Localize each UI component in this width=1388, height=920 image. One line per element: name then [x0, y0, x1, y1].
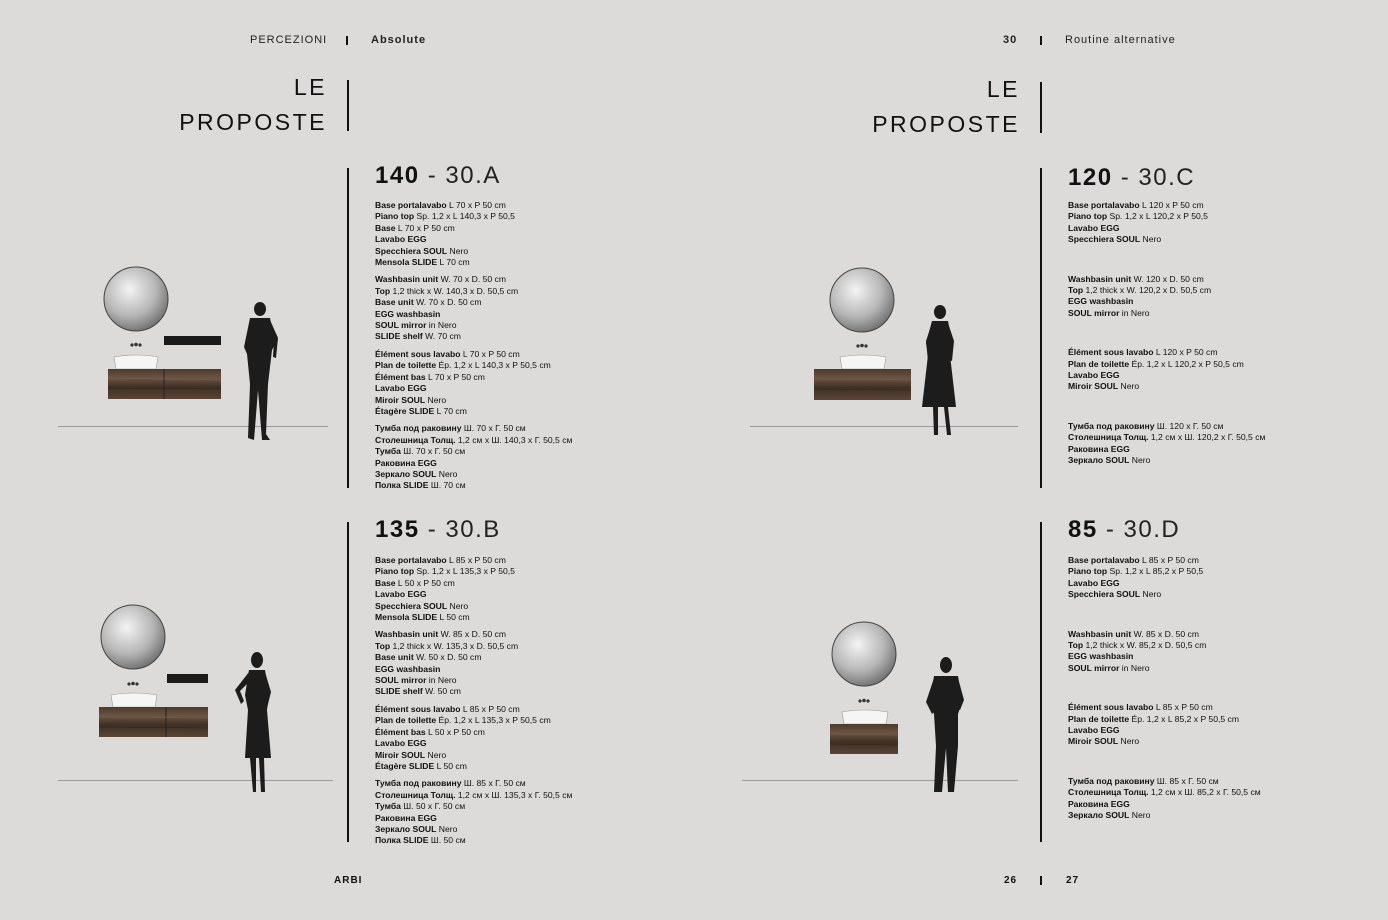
spec-line: Тумба под раковину Ш. 85 x Г. 50 см	[375, 778, 526, 789]
spec-line: Столешница Толщ. 1,2 см x Ш. 135,3 x Г. 50,5 см	[375, 789, 573, 800]
spec-line: Столешница Толщ. 1,2 см x Ш. 120,2 x Г. 50,5 см	[1068, 432, 1266, 443]
spec-group	[375, 349, 572, 417]
composition-illustration	[95, 600, 340, 800]
title-line: PROPOSTE	[872, 111, 1020, 137]
vanity-unit-icon	[99, 707, 208, 737]
spec-line: Miroir SOUL Nero	[375, 749, 447, 760]
spec-group	[375, 629, 572, 697]
spec-line: Столешница Толщ. 1,2 см x Ш. 85,2 x Г. 50,5 см	[1068, 787, 1261, 798]
spec-line: Specchiera SOUL Nero	[375, 245, 469, 256]
spec-line: Plan de toilette Ép. 1,2 x L 140,3 x P 50,5 cm	[375, 360, 551, 371]
spec-line: SOUL mirror in Nero	[1068, 307, 1150, 318]
spec-line: Piano top Sp. 1,2 x L 140,3 x P 50,5	[375, 211, 515, 222]
spec-line: Piano top Sp. 1,2 x L 120,2 x P 50,5	[1068, 211, 1208, 222]
spec-line: SOUL mirror in Nero	[1068, 662, 1150, 673]
spec-line: Étagère SLIDE L 50 cm	[375, 760, 467, 771]
spec-line: Base L 50 x P 50 cm	[375, 577, 455, 588]
tap-icon	[856, 344, 867, 348]
header-divider	[1040, 36, 1042, 45]
tap-icon	[127, 682, 138, 686]
spec-line: SLIDE shelf W. 70 cm	[375, 331, 461, 342]
washbasin-icon	[114, 355, 158, 369]
composition-illustration	[810, 265, 1010, 445]
spec-group	[1068, 200, 1265, 246]
spec-group	[375, 778, 572, 846]
title-line: PROPOSTE	[179, 109, 327, 135]
header-section: PERCEZIONI	[250, 34, 328, 46]
spec-line: Top 1,2 thick x W. 85,2 x D. 50,5 cm	[1068, 640, 1207, 651]
section-divider	[1040, 522, 1042, 842]
spec-line: Miroir SOUL Nero	[375, 394, 447, 405]
spec-line: Тумба под раковину Ш. 85 x Г. 50 см	[1068, 775, 1219, 786]
composition-code: 120 - 30.C	[1068, 164, 1196, 191]
spec-line: Élément sous lavabo L 70 x P 50 cm	[375, 348, 520, 359]
composition-illustration	[822, 618, 1012, 800]
composition-code: 140 - 30.A	[375, 162, 501, 189]
spec-line: Top 1,2 thick x W. 140,3 x D. 50,5 cm	[375, 285, 519, 296]
person-figure-icon	[922, 305, 956, 435]
spec-line: Lavabo EGG	[1068, 577, 1120, 588]
spec-group	[1068, 555, 1261, 601]
spec-line: Specchiera SOUL Nero	[1068, 589, 1162, 600]
composition-specs	[375, 200, 572, 498]
composition-specs	[375, 555, 572, 853]
spec-line: Lavabo EGG	[1068, 222, 1120, 233]
spec-line: Miroir SOUL Nero	[1068, 381, 1140, 392]
spec-line: Полка SLIDE Ш. 70 см	[375, 480, 466, 491]
spec-line: Раковина EGG	[1068, 798, 1130, 809]
composition-illustration	[100, 262, 330, 447]
composition-code: 135 - 30.B	[375, 516, 501, 543]
spec-line: Base L 70 x P 50 cm	[375, 222, 455, 233]
footer-page-right: 27	[1066, 875, 1080, 886]
spec-line: Lavabo EGG	[1068, 725, 1120, 736]
spec-line: Top 1,2 thick x W. 120,2 x D. 50,5 cm	[1068, 285, 1212, 296]
spec-group	[1068, 347, 1265, 393]
spec-line: Élément sous lavabo L 85 x P 50 cm	[375, 703, 520, 714]
header-title: Routine alternative	[1065, 34, 1176, 46]
spec-line: SOUL mirror in Nero	[375, 675, 457, 686]
spec-line: Top 1,2 thick x W. 135,3 x D. 50,5 cm	[375, 640, 519, 651]
footer-brand: ARBI	[334, 875, 363, 886]
tap-icon	[858, 699, 869, 703]
spec-line: Élément sous lavabo L 85 x P 50 cm	[1068, 702, 1213, 713]
spec-line: Столешница Толщ. 1,2 см x Ш. 140,3 x Г. 50,5 см	[375, 434, 573, 445]
person-figure-icon	[244, 302, 278, 440]
spec-line: Раковина EGG	[375, 812, 437, 823]
spec-group	[375, 423, 572, 491]
spec-line: Зеркало SOUL Nero	[375, 468, 458, 479]
spec-line: Зеркало SOUL Nero	[1068, 810, 1151, 821]
page-title-left	[179, 70, 327, 140]
spec-line: Specchiera SOUL Nero	[375, 600, 469, 611]
spec-group	[375, 200, 572, 268]
round-mirror-icon	[830, 268, 894, 332]
section-divider	[347, 522, 349, 842]
spec-line: SOUL mirror in Nero	[375, 320, 457, 331]
spec-line: Mensola SLIDE L 50 cm	[375, 612, 470, 623]
spec-line: Washbasin unit W. 85 x D. 50 cm	[375, 629, 507, 640]
tap-icon	[130, 343, 141, 347]
spec-line: Washbasin unit W. 85 x D. 50 cm	[1068, 628, 1200, 639]
spec-line: Plan de toilette Ép. 1,2 x L 135,3 x P 50,5 cm	[375, 715, 551, 726]
header-collection: Absolute	[371, 34, 427, 46]
spec-line: Lavabo EGG	[375, 383, 427, 394]
spec-line: EGG washbasin	[1068, 651, 1134, 662]
footer-page-left: 26	[1004, 875, 1018, 886]
spec-group	[375, 274, 572, 342]
spec-line: Plan de toilette Ép. 1,2 x L 120,2 x P 50,5 cm	[1068, 358, 1244, 369]
spec-line: Miroir SOUL Nero	[1068, 736, 1140, 747]
spec-line: Тумба под раковину Ш. 70 x Г. 50 см	[375, 423, 526, 434]
page-title-right	[872, 72, 1020, 142]
spec-line: Раковина EGG	[1068, 443, 1130, 454]
footer-divider	[1040, 876, 1042, 885]
title-line: LE	[293, 74, 327, 100]
round-mirror-icon	[101, 605, 165, 669]
title-divider	[1040, 82, 1042, 133]
spec-line: Plan de toilette Ép. 1,2 x L 85,2 x P 50,5 cm	[1068, 713, 1239, 724]
spec-line: EGG washbasin	[1068, 296, 1134, 307]
spec-group	[375, 555, 572, 623]
spec-line: Раковина EGG	[375, 457, 437, 468]
washbasin-icon	[842, 710, 888, 724]
spec-line: Mensola SLIDE L 70 cm	[375, 257, 470, 268]
spec-group	[1068, 702, 1261, 748]
spec-group	[1068, 776, 1261, 822]
vanity-unit-icon	[814, 369, 911, 400]
spec-line: SLIDE shelf W. 50 cm	[375, 686, 461, 697]
spec-line: Зеркало SOUL Nero	[1068, 455, 1151, 466]
header-divider	[346, 36, 348, 45]
person-figure-icon	[926, 657, 964, 792]
spec-line: Тумба под раковину Ш. 120 x Г. 50 см	[1068, 420, 1224, 431]
spec-line: Élément sous lavabo L 120 x P 50 cm	[1068, 347, 1218, 358]
spec-line: Зеркало SOUL Nero	[375, 823, 458, 834]
round-mirror-icon	[832, 622, 896, 686]
round-mirror-icon	[104, 267, 168, 331]
spec-line: Base portalavabo L 70 x P 50 cm	[375, 200, 506, 210]
spec-line: EGG washbasin	[375, 308, 441, 319]
composition-specs	[1068, 200, 1265, 473]
spec-line: Étagère SLIDE L 70 cm	[375, 405, 467, 416]
spec-group	[1068, 629, 1261, 675]
spec-group	[1068, 421, 1265, 467]
spec-line: Lavabo EGG	[375, 589, 427, 600]
header-number: 30	[1003, 34, 1018, 46]
spec-line: Тумба Ш. 50 x Г. 50 см	[375, 801, 466, 812]
spec-line: Piano top Sp. 1,2 x L 135,3 x P 50,5	[375, 566, 515, 577]
composition-code: 85 - 30.D	[1068, 516, 1181, 543]
composition-specs	[1068, 555, 1261, 828]
vanity-unit-icon	[830, 724, 898, 754]
spec-line: Тумба Ш. 70 x Г. 50 см	[375, 446, 466, 457]
spec-line: Base portalavabo L 85 x P 50 cm	[1068, 555, 1199, 565]
shelf-icon	[167, 674, 208, 683]
spec-line: Base portalavabo L 120 x P 50 cm	[1068, 200, 1204, 210]
title-line: LE	[986, 76, 1020, 102]
washbasin-icon	[840, 355, 886, 369]
spec-line: Washbasin unit W. 120 x D. 50 cm	[1068, 273, 1204, 284]
spec-line: Lavabo EGG	[1068, 370, 1120, 381]
spec-line: Base unit W. 70 x D. 50 cm	[375, 297, 482, 308]
spec-line: Specchiera SOUL Nero	[1068, 234, 1162, 245]
spec-line: Lavabo EGG	[375, 738, 427, 749]
spec-group	[375, 704, 572, 772]
spec-line: Полка SLIDE Ш. 50 см	[375, 835, 466, 846]
person-figure-icon	[235, 652, 271, 792]
spec-line: Washbasin unit W. 70 x D. 50 cm	[375, 274, 507, 285]
spec-line: Base unit W. 50 x D. 50 cm	[375, 652, 482, 663]
spec-line: EGG washbasin	[375, 663, 441, 674]
washbasin-icon	[111, 693, 157, 707]
spec-line: Élément bas L 70 x P 50 cm	[375, 371, 485, 382]
title-divider	[347, 80, 349, 131]
spec-group	[1068, 274, 1265, 320]
spec-line: Élément bas L 50 x P 50 cm	[375, 726, 485, 737]
spec-line: Base portalavabo L 85 x P 50 cm	[375, 555, 506, 565]
shelf-icon	[164, 336, 221, 345]
section-divider	[1040, 168, 1042, 488]
spec-line: Piano top Sp. 1,2 x L 85,2 x P 50,5	[1068, 566, 1204, 577]
spec-line: Lavabo EGG	[375, 234, 427, 245]
section-divider	[347, 168, 349, 488]
